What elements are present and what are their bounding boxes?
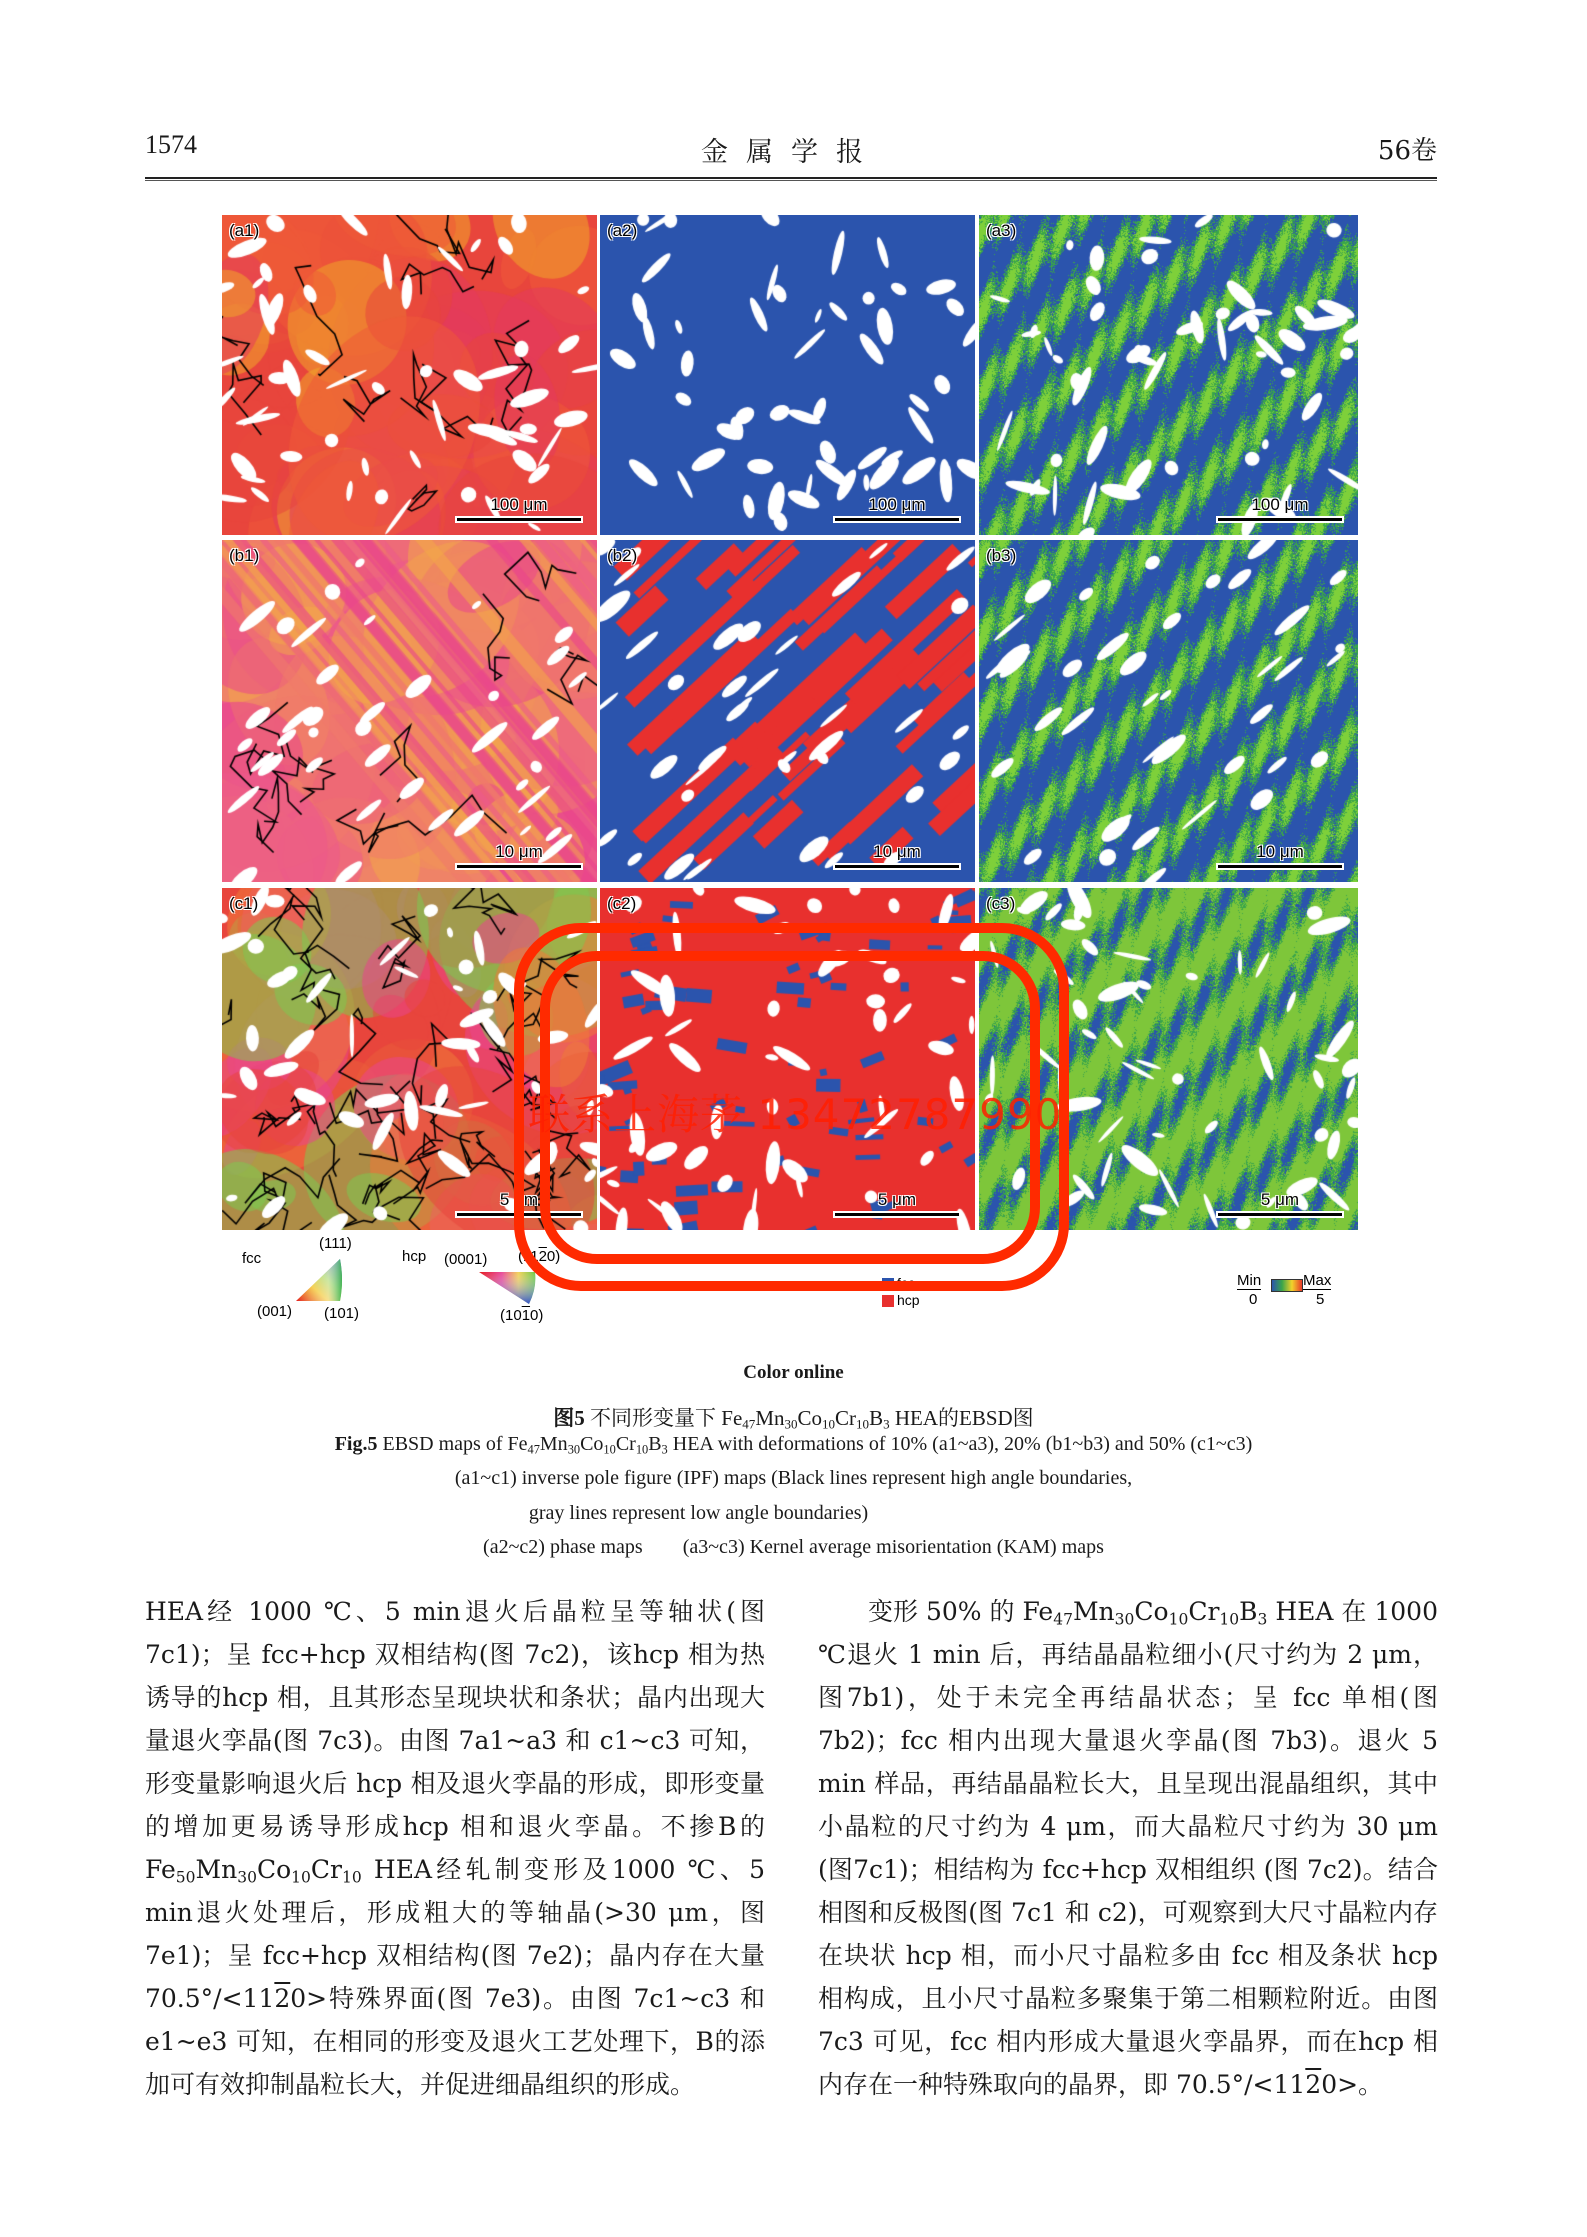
body-column-right	[818, 1590, 1438, 2106]
legend-phase-fcc	[882, 1275, 915, 1291]
ebsd-panel-c1	[222, 888, 597, 1230]
text: 变形 50% 的 Fe	[868, 1597, 1054, 1626]
panel-label: (b2)	[607, 546, 638, 565]
sub: 47	[1053, 1610, 1073, 1629]
el: Co	[580, 1433, 604, 1455]
el: Cr	[615, 1433, 636, 1455]
hcp-1010-bar: 1	[521, 1307, 531, 1324]
sub: 10	[822, 1416, 836, 1432]
text: Mn	[195, 1855, 238, 1884]
sub: 30	[1114, 1610, 1135, 1629]
scale-bar-line	[455, 516, 583, 523]
scale-bar	[1216, 495, 1344, 523]
panel-label: (a1)	[229, 221, 260, 240]
figure-legend	[222, 1235, 1358, 1350]
ebsd-map-kam	[979, 215, 1358, 535]
hcp-ipf-triangle-icon	[479, 1270, 537, 1306]
sub: 10	[291, 1868, 311, 1887]
el: Mn	[539, 1433, 568, 1455]
hcp-1120-pre: (11	[518, 1248, 539, 1265]
ebsd-map-phase	[600, 540, 975, 882]
el: Co	[797, 1406, 823, 1430]
caption-en-text-2: HEA with deformations of 10% (a1~a3), 20% (b1~b3) and 50% (c1~c3)	[667, 1433, 1253, 1455]
sub: 30	[567, 1442, 581, 1457]
volume-label: 56卷	[1377, 136, 1437, 166]
scale-bar	[455, 1190, 583, 1218]
kam-min-value: 0	[1249, 1291, 1258, 1308]
sub: 10	[1219, 1610, 1240, 1629]
legend-hcp-0001: (0001)	[444, 1251, 488, 1268]
fcc-swatch-icon	[882, 1278, 894, 1290]
el: Cr	[835, 1406, 857, 1430]
header-rule-thin	[145, 180, 1437, 181]
caption-cn-text-1: 不同形变量下 Fe	[584, 1406, 743, 1430]
scale-bar	[1216, 1190, 1344, 1218]
caption-line-maps	[0, 1536, 1587, 1559]
ebsd-panel-c2	[600, 888, 975, 1230]
scale-bar-line	[833, 863, 961, 870]
scale-bar-line	[1216, 863, 1344, 870]
panel-label: (b3)	[986, 546, 1017, 565]
ebsd-map-ipf	[222, 888, 597, 1230]
scale-bar-line	[1216, 516, 1344, 523]
panel-label: (b1)	[229, 546, 260, 565]
phase-hcp-text: hcp	[897, 1292, 920, 1308]
legend-phase-hcp	[882, 1292, 920, 1308]
fcc-ipf-triangle-icon	[294, 1255, 344, 1303]
color-online-note: Color online	[743, 1362, 844, 1383]
page-number: 1574	[145, 130, 197, 159]
sub: 10	[603, 1442, 616, 1457]
text: Cr	[1188, 1597, 1220, 1626]
sub: 3	[1257, 1610, 1268, 1629]
ebsd-panel-c3	[979, 888, 1358, 1230]
ebsd-map-kam	[979, 888, 1358, 1230]
scale-bar	[833, 1190, 961, 1218]
scale-bar-label: 5 μm	[499, 1190, 539, 1209]
text: HEA经 1000 ℃、5 min退火后晶粒呈等轴状(图7c1)；呈 fcc+hcp 双相结构(图 7c2)，该hcp 相为热诱导的hcp 相，且其形态呈现块状和条状；晶内出现大量退火孪晶(图 7c3)。由图 7a1~a3 和 c1~c3 可知，形变量影响退火后 hcp 相及退火孪晶的形成，即形变量的增加更易诱导形成hcp 相和退火孪晶。不掺B的Fe	[145, 1597, 765, 1884]
text: B	[1239, 1597, 1258, 1626]
scale-bar-line	[833, 1211, 961, 1218]
scale-bar-line	[455, 863, 583, 870]
ebsd-panel-b2	[600, 540, 975, 882]
ebsd-panel-a1	[222, 215, 597, 535]
el: Mn	[755, 1406, 785, 1430]
sub: 50	[175, 1868, 196, 1887]
el: B	[648, 1433, 662, 1455]
sub: 10	[856, 1416, 870, 1432]
sub: 10	[1168, 1610, 1189, 1629]
scale-bar-label: 100 μm	[1251, 495, 1309, 514]
hcp-1120-post: 0)	[546, 1248, 561, 1265]
kam-min-label: Min	[1237, 1272, 1262, 1289]
text: 0>特殊界面(图 7e3)。由图 7c1~c3 和 e1~e3 可知，在相同的形变及退火工艺处理下，B的添加可有效抑制晶粒长大，并促进细晶组织的形成。	[145, 1984, 765, 2099]
caption-cn-prefix: 图5	[553, 1406, 585, 1430]
panel-label: (a3)	[986, 221, 1017, 240]
scale-bar-label: 10 μm	[495, 842, 543, 861]
panel-label: (a2)	[607, 221, 638, 240]
hcp-1010-post: 0)	[530, 1307, 544, 1324]
text: Mn	[1072, 1597, 1115, 1626]
paragraph	[818, 1590, 1438, 2106]
sub: 3	[661, 1442, 668, 1457]
kam-max-label: Max	[1303, 1272, 1332, 1289]
scale-bar-label: 100 μm	[490, 495, 548, 514]
overbar-digit: 2	[274, 1984, 291, 2013]
ebsd-panel-a3	[979, 215, 1358, 535]
header-rule	[145, 177, 1437, 179]
running-header	[145, 130, 1437, 170]
scale-bar-label: 5 μm	[877, 1190, 917, 1209]
scale-bar-line	[455, 1211, 583, 1218]
phase-fcc-text: fcc	[897, 1275, 915, 1291]
scale-bar-label: 10 μm	[1256, 842, 1304, 861]
legend-hcp-1010	[500, 1307, 543, 1324]
scale-bar	[833, 842, 961, 870]
scale-bar-line	[833, 516, 961, 523]
text: Co	[1134, 1597, 1169, 1626]
panel-label: (c1)	[229, 894, 259, 913]
body-column-left	[145, 1590, 765, 2106]
hcp-1010-pre: (10	[500, 1307, 522, 1324]
el: B	[869, 1406, 884, 1430]
sub: 3	[883, 1416, 890, 1432]
caption-chinese	[0, 1402, 1587, 1432]
paragraph	[145, 1590, 765, 2106]
scale-bar	[455, 495, 583, 523]
legend-fcc-101: (101)	[324, 1305, 360, 1322]
ebsd-map-phase	[600, 888, 975, 1230]
text: HEA 在 1000 ℃退火 1 min 后，再结晶晶粒细小(尺寸约为 2 μm，图7b1)，处于未完全再结晶状态；呈 fcc 单相(图 7b2)；fcc 相内出现大量退火孪晶(图 7b3)。退火 5 min 样品，再结晶晶粒长大，且呈现出混晶组织，其中小晶粒的尺寸约为 4 μm，而大晶粒尺寸约为 30 μm (图7c1)；相结构为 fcc+hcp 双相组织 (图 7c2)。结合相图和反极图(图 7c1 和 c2)，可观察到大尺寸晶粒内存在块状 hcp 相，而小尺寸晶粒多由 fcc 相及条状 hcp 相构成，且小尺寸晶粒多聚集于第二相颗粒附近。由图 7c3 可见，fcc 相内形成大量退火孪晶界，而在hcp 相内存在一种特殊取向的晶界，即 70.5°/<11	[818, 1597, 1438, 2099]
scale-bar	[455, 842, 583, 870]
scale-bar-line	[1216, 1211, 1344, 1218]
panel-label: (c2)	[607, 894, 637, 913]
text: 0>。	[1321, 2070, 1384, 2099]
caption-line-ipf: (a1~c1) inverse pole figure (IPF) maps (Black lines represent high angle boundaries,	[454, 1467, 1133, 1489]
caption-en-text-1: EBSD maps of Fe	[377, 1433, 528, 1455]
sub: 30	[237, 1868, 257, 1887]
ebsd-figure	[222, 215, 1358, 1350]
kam-max-value: 5	[1316, 1291, 1325, 1308]
scale-bar	[833, 495, 961, 523]
panel-label: (c3)	[986, 894, 1016, 913]
sub: 47	[527, 1442, 540, 1457]
sub: 30	[784, 1416, 798, 1432]
sub: 10	[635, 1442, 649, 1457]
scale-bar-label: 100 μm	[868, 495, 926, 514]
legend-fcc-001: (001)	[257, 1303, 293, 1320]
caption-english	[0, 1433, 1587, 1456]
hcp-swatch-icon	[882, 1295, 894, 1307]
scale-bar-label: 10 μm	[873, 842, 921, 861]
legend-hcp-label: hcp	[402, 1248, 427, 1265]
sub: 47	[742, 1416, 756, 1432]
caption-line-boundaries: gray lines represent low angle boundaries)	[528, 1502, 869, 1524]
caption-en-prefix: Fig.5	[334, 1433, 378, 1455]
watermark-text-label: 联系上海茅 13472787990	[528, 1090, 1063, 1139]
ebsd-panel-b3	[979, 540, 1358, 882]
legend-hcp-1120	[518, 1248, 560, 1265]
ebsd-panel-a2	[600, 215, 975, 535]
text: Co	[256, 1855, 292, 1884]
sub: 10	[341, 1868, 362, 1887]
caption-phase-maps: (a2~c2) phase maps	[483, 1536, 643, 1558]
ebsd-map-ipf	[222, 215, 597, 535]
legend-fcc-label: fcc	[242, 1250, 262, 1267]
ebsd-map-kam	[979, 540, 1358, 882]
scale-bar-label: 5 μm	[1260, 1190, 1300, 1209]
text: HEA经轧制变形及1000 ℃、5 min退火处理后，形成粗大的等轴晶(>30 μm，图 7e1)；呈 fcc+hcp 双相结构(图 7e2)；晶内存在大量 70.5°/<11	[145, 1855, 765, 2013]
legend-fcc-111: (111)	[319, 1235, 352, 1252]
caption-kam-maps: (a3~c3) Kernel average misorientation (KAM) maps	[682, 1536, 1104, 1558]
ebsd-panel-b1	[222, 540, 597, 882]
kam-colorbar	[1271, 1279, 1303, 1292]
ebsd-map-phase	[600, 215, 975, 535]
hcp-1120-bar: 2	[538, 1248, 547, 1265]
overbar-digit: 2	[1305, 2070, 1322, 2099]
caption-cn-text-2: HEA的EBSD图	[889, 1406, 1034, 1430]
text: Cr	[310, 1855, 342, 1884]
ebsd-map-ipf	[222, 540, 597, 882]
scale-bar	[1216, 842, 1344, 870]
journal-title: 金属学报	[701, 137, 881, 168]
